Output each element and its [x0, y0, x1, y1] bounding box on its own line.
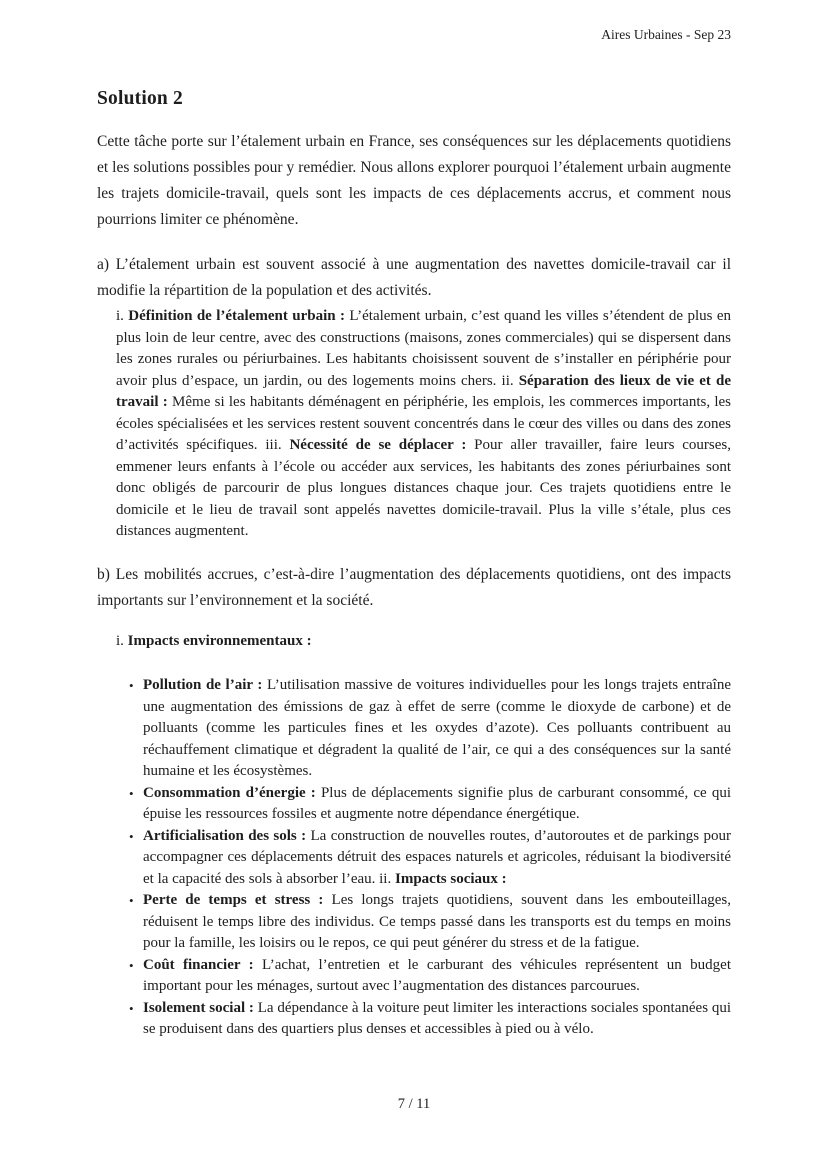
list-item [129, 998, 731, 1041]
text-run: i. [116, 633, 128, 649]
bullet-icon: • [129, 957, 134, 973]
bullet-icon: • [129, 893, 134, 908]
text-run: La dépendance à la voiture peut limiter les interactions sociales spontanées qui se produisent dans des quartiers plus denses et accessibles à pied ou à vélo. [143, 999, 731, 1037]
bold-text-run: Artificialisation des sols : [143, 827, 307, 844]
bullet-icon: • [129, 1000, 134, 1016]
header-text: Aires Urbaines - Sep 23 [601, 27, 731, 42]
page-footer [0, 1096, 828, 1113]
text-run: L’étalement urbain, c’est quand les villes s’étendent de plus en plus loin de leur centre, avec des constructions (maisons, zones commerciales) qui se dispersent dans les zones rurales ou périurbaines. Les habitants choisissent souvent de s’installer en périphérie pour avoir plus d’espace, un jardin, ou des logements moins chers. ii. [116, 308, 731, 389]
list-item [129, 783, 731, 826]
text-run: Les longs trajets quotidiens, souvent dans les embouteillages, réduisent le temps libre des individus. Ce temps passé dans les transports est du temps en moins pour la famille, les loisirs ou le repos, ce qui peut générer du stress et de la fatigue. [143, 892, 731, 951]
text-run: L’achat, l’entretien et le carburant des véhicules représentent un budget important pour les ménages, surtout avec l’augmentation des distances parcourues. [143, 956, 731, 994]
bold-text-run: Isolement social : [143, 999, 254, 1016]
bold-text-run: Impacts environnementaux : [127, 633, 312, 649]
page-title: Solution 2 [97, 88, 183, 109]
list-item [129, 955, 731, 998]
list-item [129, 826, 731, 891]
text-run: Même si les habitants déménagent en périphérie, les emplois, les commerces importants, les écoles spécialisées et les services restent souvent concentrés dans le cœur des villes ou dans des zones d’activités spécifiques. iii. [116, 394, 732, 453]
text-run: Plus de déplacements signifie plus de carburant consommé, ce qui épuise les ressources fossiles et augmente notre dépendance énergétique. [143, 784, 731, 822]
bold-text-run: Séparation des lieux de vie et de travail : [116, 372, 731, 410]
bullet-icon: • [129, 678, 134, 693]
text-run: La construction de nouvelles routes, d’autoroutes et de parkings pour accompagner ces déplacements détruit des espaces naturels et agricoles, réduisant la biodiversité et la capacité des sols à absorber l’eau. ii. [143, 827, 732, 887]
page-header [601, 27, 731, 43]
text-run: i. [116, 308, 129, 324]
bold-text-run: Perte de temps et stress : [143, 892, 324, 908]
bold-text-run: Impacts sociaux : [394, 870, 507, 887]
bullet-icon: • [129, 785, 134, 801]
bold-text-run: Nécessité de se déplacer : [289, 437, 467, 453]
bold-text-run: Pollution de l’air : [143, 677, 263, 693]
bold-text-run: Consommation d’énergie : [143, 784, 316, 801]
impacts-env-heading [116, 631, 731, 653]
bullet-icon: • [129, 828, 134, 844]
section-a-details-paragraph [116, 306, 731, 543]
text-run: L’utilisation massive de voitures individuelles pour les longs trajets entraîne une augmentation des émissions de gaz à effet de serre (comme le dioxyde de carbone) et de polluants (comme les particules fines et les oxydes d’azote). Ces polluants contribuent au réchauffement climatique et dégradent la qualité de l’air, ce qui a des conséquences sur la santé humaine et les écosystèmes. [143, 677, 731, 779]
list-item [129, 675, 731, 783]
bold-text-run: Coût financier : [143, 956, 254, 973]
impacts-bullet-list [129, 675, 731, 1041]
list-item [129, 890, 731, 955]
intro-paragraph: Cette tâche porte sur l’étalement urbain en France, ses conséquences sur les déplacements quotidiens et les solutions possibles pour y remédier. Nous allons explorer pourquoi l’étalement urbain augmente les trajets domicile-travail, quels sont les impacts de ces déplacements accrus, et comment nous pourrions limiter ce phénomène. [97, 133, 731, 228]
page-number: 7 / 11 [397, 1096, 431, 1112]
text-run: Pour aller travailler, faire leurs courses, emmener leurs enfants à l’école ou accéder aux services, les habitants des zones périurbaines sont donc obligés de parcourir de plus longues distances chaque jour. Ces trajets quotidiens entre le domicile et le lieu de travail sont appelés navettes domicile-travail. Plus la ville s’étale, plus ces distances augmentent. [116, 437, 731, 539]
section-b-paragraph: b) Les mobilités accrues, c’est-à-dire l’augmentation des déplacements quotidiens, ont des impacts importants sur l’environnement et la société. [97, 566, 731, 609]
bold-text-run: Définition de l’étalement urbain : [128, 308, 345, 324]
section-a-paragraph: a) L’étalement urbain est souvent associé à une augmentation des navettes domicile-travail car il modifie la répartition de la population et des activités. [97, 256, 731, 299]
